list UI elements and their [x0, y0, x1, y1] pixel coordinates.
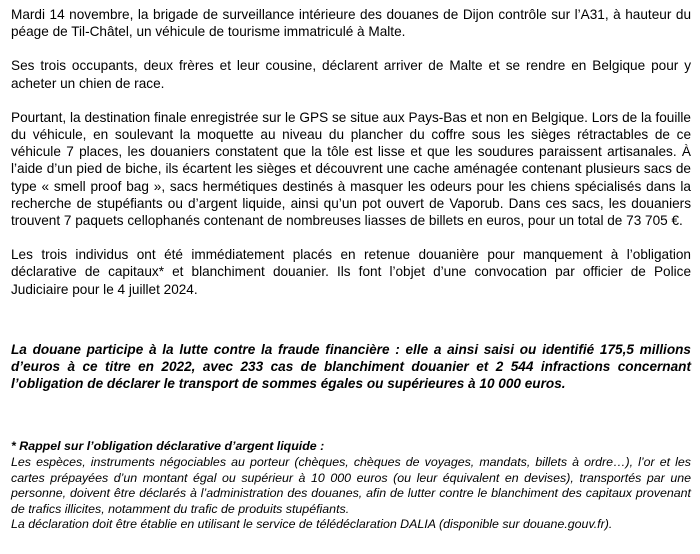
paragraph-intro: Mardi 14 novembre, la brigade de surveillance intérieure des douanes de Dijon contrôle sur l’A31, à hauteur du péage de Til-Châtel, un véhicule de tourisme immatriculé à Malte. [11, 7, 691, 40]
paragraph-search: Pourtant, la destination finale enregistrée sur le GPS se situe aux Pays-Bas et non en Belgique. Lors de la fouille du véhicule, en soulevant la moquette au niveau du plancher du coffre sous les sièges rétractables de ce véhicule 7 places, les douaniers constatent que la tôle est lisse et que les soudures paraissent artisanales. À l’aide d’un pied de biche, ils écartent les sièges et découvrent une cache aménagée contenant plusieurs sacs de type « smell proof bag », sacs hermétiques destinés à masquer les odeurs pour les chiens spécialisés dans la recherche de stupéfiants ou d’argent liquide, ainsi qu’un pot ouvert de Vaporub. Dans ces sacs, les douaniers trouvent 7 paquets cellophanés contenant de nombreuses liasses de billets en euros, pour un total de 73 705 €. [11, 109, 691, 229]
footnote-body: Les espèces, instruments négociables au porteur (chèques, chèques de voyages, mandats, billets à ordre…), l’or et les cartes prépayées d’un montant égal ou supérieur à 10 000 euros (ou leur équivalent en devises), transportés par une personne, doivent être déclarés à l’administration des douanes, afin de lutter contre le blanchiment des capitaux provenant de trafics illicites, notamment du trafic de produits stupéfiants. [11, 455, 691, 516]
footnote-title: * Rappel sur l’obligation déclarative d’argent liquide : [11, 439, 325, 454]
highlight-statement: La douane participe à la lutte contre la fraude financière : elle a ainsi saisi ou identifié 175,5 millions d’euros à ce titre en 2022, avec 233 cas de blanchiment douanier et 2 544 infractions concernant l’obligation de déclarer le transport de sommes égales ou supérieures à 10 000 euros. [11, 341, 691, 392]
footnote-dalia: La déclaration doit être établie en utilisant le service de télédéclaration DALIA (disponible sur douane.gouv.fr). [11, 517, 613, 532]
paragraph-detention: Les trois individus ont été immédiatement placés en retenue douanière pour manquement à l’obligation déclarative de capitaux* et blanchiment douanier. Ils font l’objet d’une convocation par officier de Police Judiciaire pour le 4 juillet 2024. [11, 247, 691, 297]
press-release [11, 6, 691, 533]
paragraph-occupants: Ses trois occupants, deux frères et leur cousine, déclarent arriver de Malte et se rendre en Belgique pour y acheter un chien de race. [11, 58, 691, 91]
footnote [11, 439, 691, 533]
